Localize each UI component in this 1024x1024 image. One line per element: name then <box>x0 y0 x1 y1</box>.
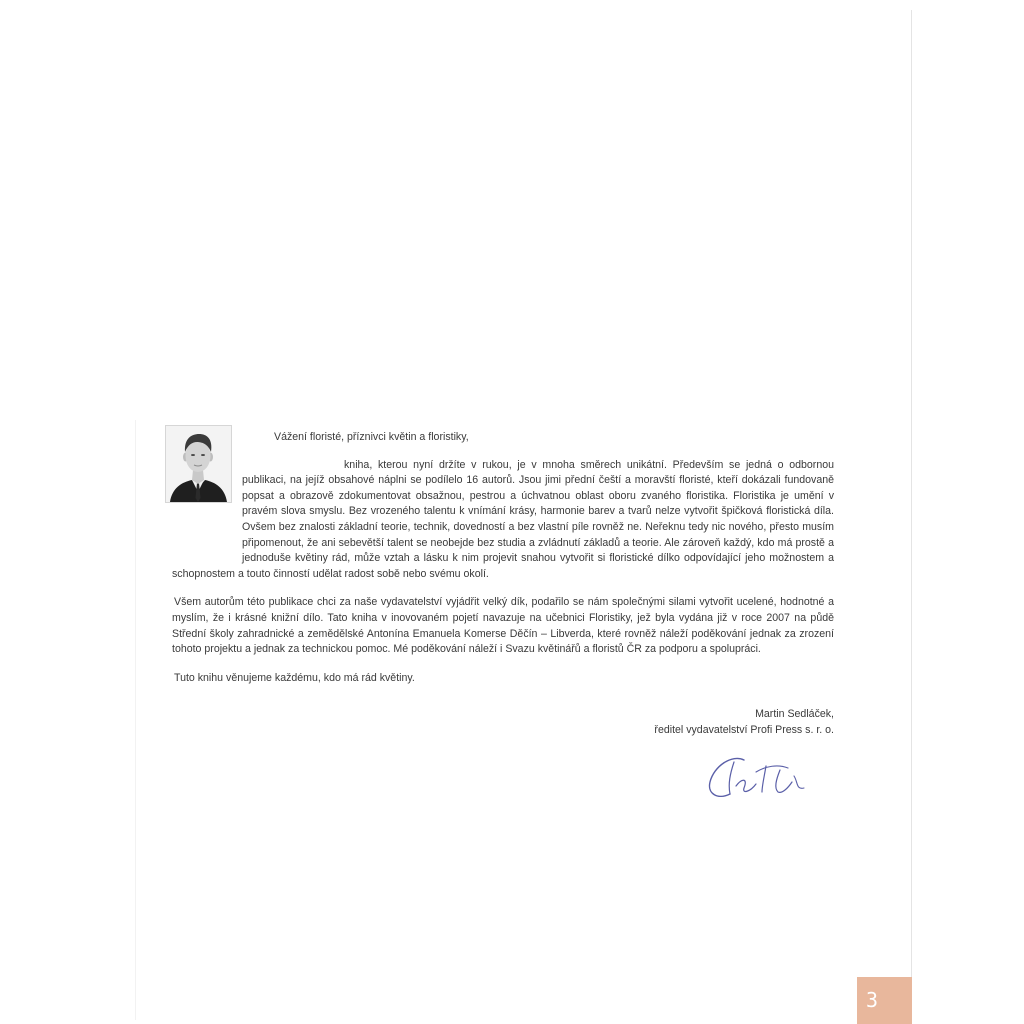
letter-paragraph-thanks: Všem autorům této publikace chci za naše vydavatelství vyjádřit velký dík, podařilo se nám společnými silami vytvořit ucelené, hodnotné a myslím, že i krásné knižní dílo. Tato kniha v inovovaném pojetí navazuje na učebnici Floristiky, jež byla vydána již v roce 2007 na půdě Střední školy zahradnické a zemědělské Antonína Emanuela Komerse Děčín – Libverda, které rovněž náleží poděkování jednak za zrození tohoto projektu a jednak za technickou pomoc. Mé poděkování náleží i Svazu květinářů a floristů ČR za podporu a spolupráci. <box>172 596 834 656</box>
letter-body <box>172 430 834 699</box>
signature-block <box>654 707 834 738</box>
letter-greeting: Vážení floristé, příznivci květin a floristiky, <box>274 431 469 443</box>
page-edge-divider <box>911 10 912 1020</box>
handwritten-signature <box>700 748 830 808</box>
page-number: 3 <box>866 988 879 1012</box>
page-edge-shadow <box>135 420 136 1020</box>
signer-name: Martin Sedláček, <box>755 708 834 720</box>
signer-title: ředitel vydavatelství Profi Press s. r. o. <box>654 723 834 736</box>
letter-paragraph-dedication: Tuto knihu věnujeme každému, kdo má rád květiny. <box>174 671 415 684</box>
letter-paragraph-intro: kniha, kterou nyní držíte v rukou, je v mnoha směrech unikátní. Především se jedná o odbornou publikaci, na jejíž obsahové náplni se podílelo 16 autorů. Jsou jimi přední čeští a moravští floristé, kteří dokázali fundovaně popsat a obrazově zdokumentovat obsažnou, pestrou a úchvatnou oblast oboru zvaného floristika. Floristika je umění v pravém slova smyslu. Bez vrozeného talentu k vnímání krásy, harmonie barev a tvarů nelze vytvořit špičková floristická díla. Ovšem bez znalosti základní teorie, technik, dovedností a bez vlastní píle rovněž ne. Neřeknu tedy nic nového, přesto musím připomenout, že ani sebevětší talent se neobejde bez studia a zvládnutí základů a teorie. Ale zároveň každý, kdo má prostě a jednoduše květiny rád, může vztah a lásku k nim projevit snahou vytvořit si floristické dílko odpovídající jeho možnostem a schopnostem a touto činností udělat radost sobě nebo svému okolí. <box>172 458 834 580</box>
page-number-tab <box>857 977 912 1024</box>
portrait-spacer <box>172 430 242 556</box>
